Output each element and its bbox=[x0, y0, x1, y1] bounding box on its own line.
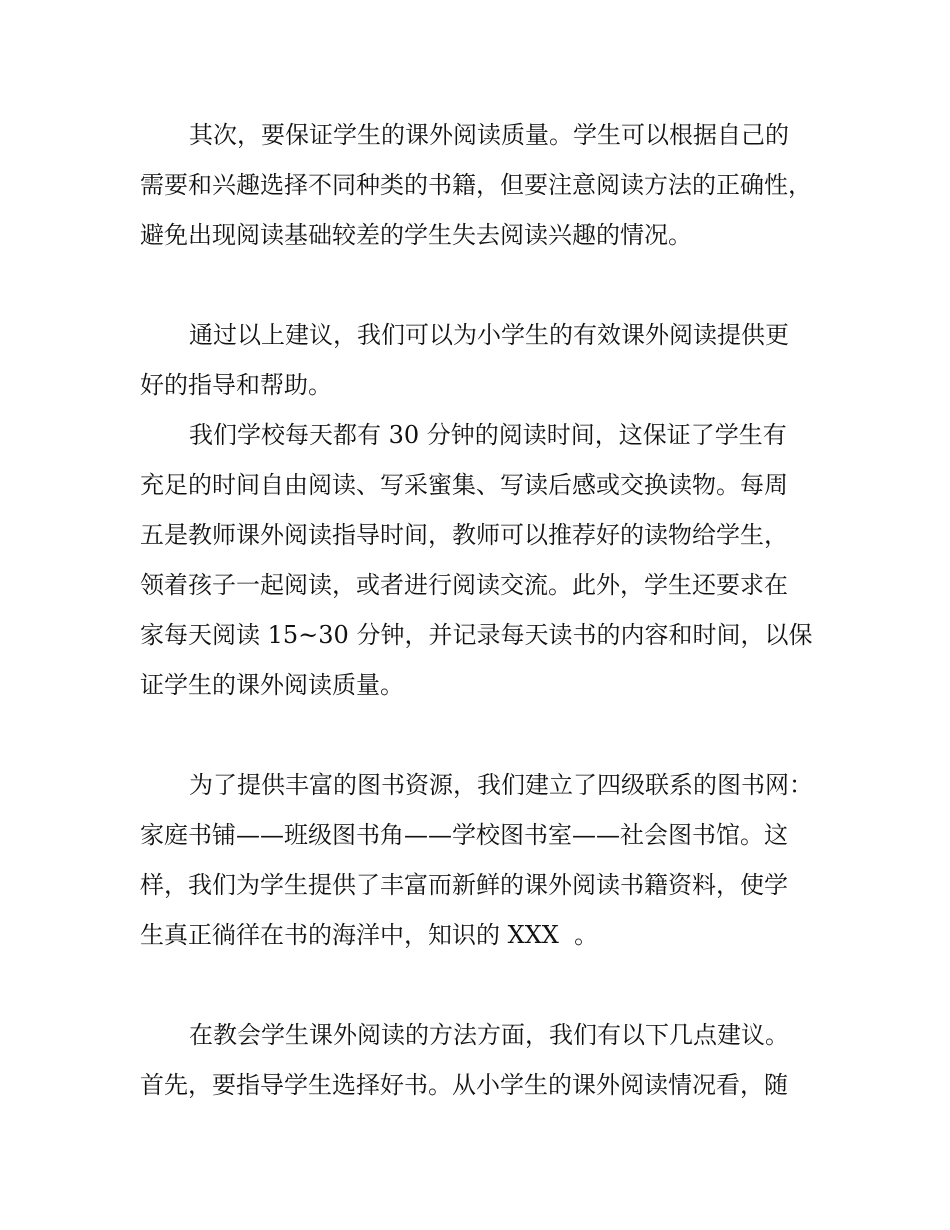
paragraph-2-line-2: 好的指导和帮助。 bbox=[140, 371, 332, 399]
paragraph-1-line-3: 避免出现阅读基础较差的学生失去阅读兴趣的情况。 bbox=[140, 221, 692, 249]
paragraph-1-line-1: 其次，要保证学生的课外阅读质量。学生可以根据自己的 bbox=[189, 121, 789, 149]
paragraph-4-line-1: 为了提供丰富的图书资源，我们建立了四级联系的图书网： bbox=[189, 771, 813, 799]
paragraph-3-line-4: 领着孩子一起阅读，或者进行阅读交流。此外，学生还要求在 bbox=[140, 571, 788, 599]
paragraph-1-line-2: 需要和兴趣选择不同种类的书籍，但要注意阅读方法的正确性， bbox=[140, 171, 812, 199]
paragraph-3-line-6: 证学生的课外阅读质量。 bbox=[140, 671, 404, 699]
paragraph-5-line-1: 在教会学生课外阅读的方法方面，我们有以下几点建议。 bbox=[189, 1021, 789, 1049]
paragraph-3-line-1: 我们学校每天都有 30 分钟的阅读时间，这保证了学生有 bbox=[189, 421, 787, 449]
paragraph-2-line-1: 通过以上建议，我们可以为小学生的有效课外阅读提供更 bbox=[189, 321, 789, 349]
paragraph-4-line-4: 生真正徜徉在书的海洋中，知识的 XXX 。 bbox=[140, 921, 599, 949]
paragraph-4-line-3: 样，我们为学生提供了丰富而新鲜的课外阅读书籍资料，使学 bbox=[140, 871, 788, 899]
paragraph-3-line-3: 五是教师课外阅读指导时间，教师可以推荐好的读物给学生， bbox=[140, 521, 788, 549]
paragraph-3-line-2: 充足的时间自由阅读、写采蜜集、写读后感或交换读物。每周 bbox=[140, 471, 788, 499]
paragraph-5-line-2: 首先，要指导学生选择好书。从小学生的课外阅读情况看，随 bbox=[140, 1071, 788, 1099]
paragraph-3-line-5: 家每天阅读 15~30 分钟，并记录每天读书的内容和时间，以保 bbox=[140, 621, 813, 649]
paragraph-4-line-2: 家庭书铺——班级图书角——学校图书室——社会图书馆。这 bbox=[140, 821, 788, 849]
